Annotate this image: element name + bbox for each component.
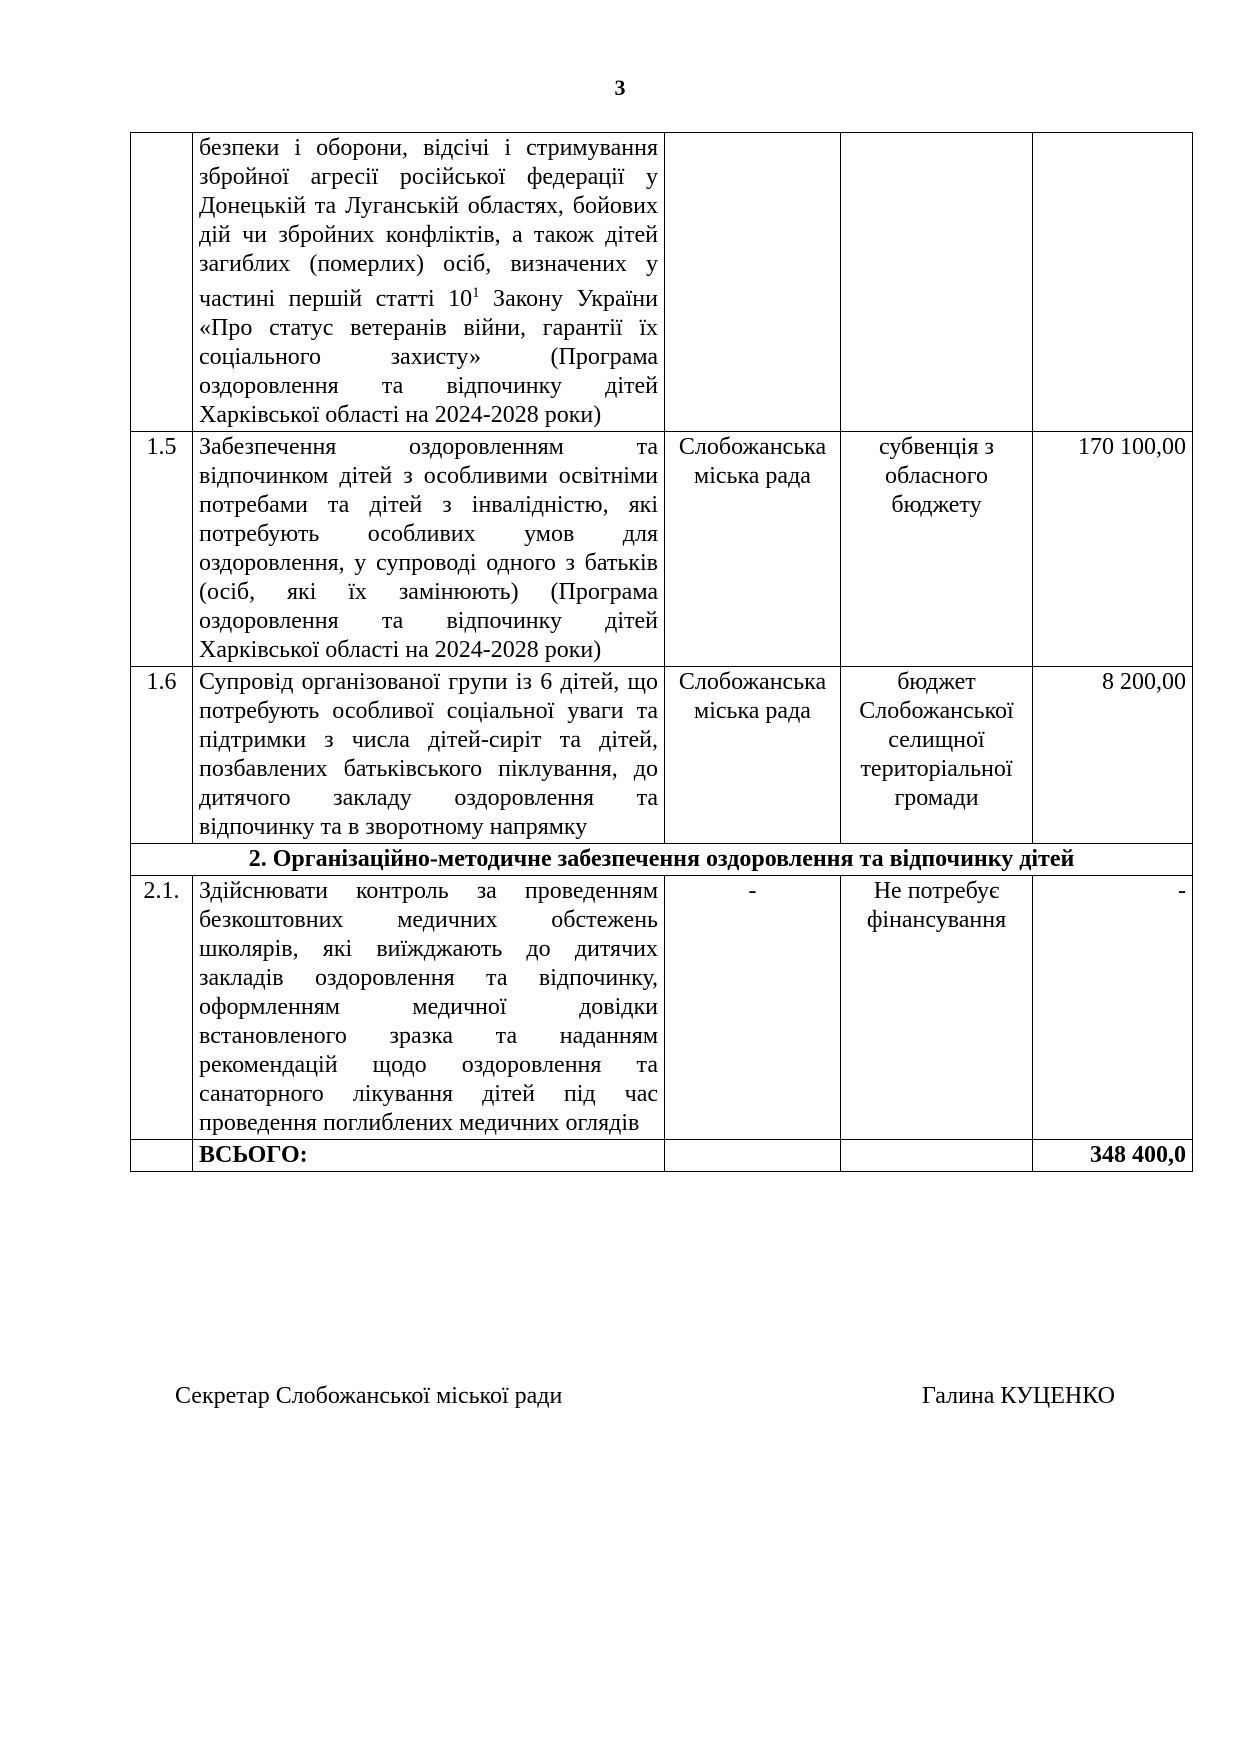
cell-number: 1.5 <box>131 432 193 667</box>
signatory-name: Галина КУЦЕНКО <box>921 1383 1115 1409</box>
cell-amount <box>1033 133 1193 432</box>
cell-executor: - <box>665 876 841 1140</box>
table-row-1-5 <box>131 432 1193 667</box>
task-text-lead: безпеки і оборони, відсічі і стримування збройної агресії російської федерації у Донецькій та Луганській областях, бойових дій чи збройних конфліктів, а також дітей загиблих (померлих) осіб, визначених у частині першій статті 10 <box>199 135 658 312</box>
cell-number <box>131 1140 193 1172</box>
section-heading-row <box>131 844 1193 876</box>
cell-task: Супровід організованої групи із 6 дітей, що потребують особливої соціальної уваги та підтримки з числа дітей-сиріт та дітей, позбавлених батьківського піклування, до дитячого закладу оздоровлення та відпочинку та в зворотному напрямку <box>193 667 665 844</box>
cell-amount: - <box>1033 876 1193 1140</box>
cell-number <box>131 133 193 432</box>
task-text-tail: Закону України «Про статус ветеранів війни, гарантії їх соціального захисту» (Програма оздоровлення та відпочинку дітей Харківської області на 2024-2028 роки) <box>199 286 658 428</box>
cell-number: 1.6 <box>131 667 193 844</box>
cell-number: 2.1. <box>131 876 193 1140</box>
cell-funding-source <box>841 133 1033 432</box>
page-number: 3 <box>614 75 626 100</box>
cell-executor: Слобожанська міська рада <box>665 432 841 667</box>
cell-funding-source: субвенція з обласного бюджету <box>841 432 1033 667</box>
cell-amount: 8 200,00 <box>1033 667 1193 844</box>
table-row-1-6 <box>131 667 1193 844</box>
signatory-position: Секретар Слобожанської міської ради <box>175 1383 563 1409</box>
table-row-continuation <box>131 133 1193 432</box>
total-amount: 348 400,0 <box>1033 1140 1193 1172</box>
cell-amount: 170 100,00 <box>1033 432 1193 667</box>
total-row <box>131 1140 1193 1172</box>
table-row-2-1 <box>131 876 1193 1140</box>
article-superscript: 1 <box>472 285 480 301</box>
cell-funding-source <box>841 1140 1033 1172</box>
cell-executor <box>665 133 841 432</box>
measures-table <box>130 132 1193 1172</box>
cell-funding-source: Не потребує фінансування <box>841 876 1033 1140</box>
cell-executor <box>665 1140 841 1172</box>
cell-executor: Слобожанська міська рада <box>665 667 841 844</box>
cell-task: Забезпечення оздоровленням та відпочинком дітей з особливими освітніми потребами та дітей з інвалідністю, які потребують особливих умов для оздоровлення, у супроводі одного з батьків (осіб, які їх замінюють) (Програма оздоровлення та відпочинку дітей Харківської області на 2024-2028 роки) <box>193 432 665 667</box>
section-heading: 2. Організаційно-методичне забезпечення оздоровлення та відпочинку дітей <box>131 844 1193 876</box>
cell-task <box>193 133 665 432</box>
cell-funding-source: бюджет Слобожанської селищної територіальної громади <box>841 667 1033 844</box>
cell-task: Здійснювати контроль за проведенням безкоштовних медичних обстежень школярів, які виїжджають до дитячих закладів оздоровлення та відпочинку, оформленням медичної довідки встановленого зразка та наданням рекомендацій щодо оздоровлення та санаторного лікування дітей під час проведення поглиблених медичних оглядів <box>193 876 665 1140</box>
total-label: ВСЬОГО: <box>193 1140 665 1172</box>
